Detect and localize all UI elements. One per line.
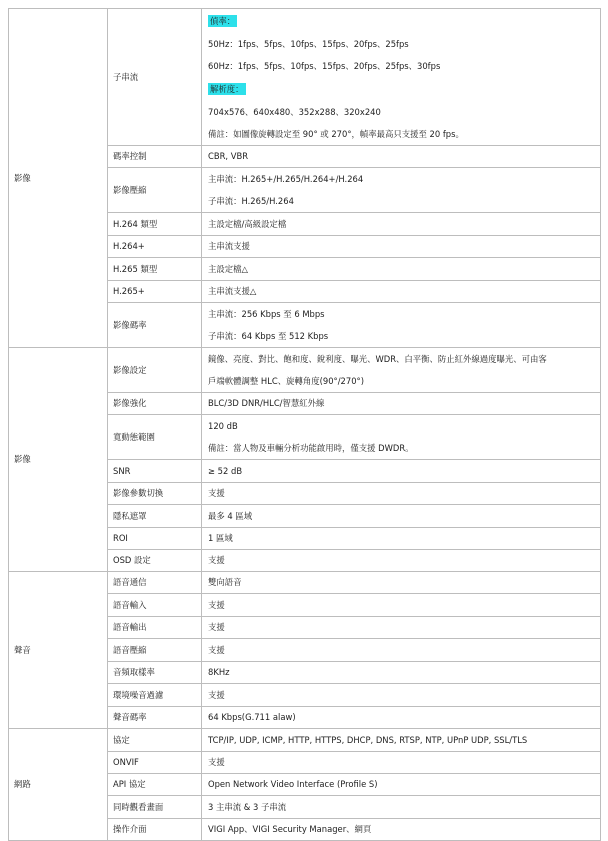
spec-label: 操作介面 <box>108 819 202 841</box>
category-cell: 聲音 <box>9 572 108 729</box>
spec-label: 音頻取樣率 <box>108 662 202 684</box>
spec-value-line <box>208 219 600 229</box>
value-text: 支援 <box>208 757 225 768</box>
value-text: TCP/IP, UDP, ICMP, HTTP, HTTPS, DHCP, DNS, RTSP, NTP, UPnP UDP, SSL/TLS <box>208 734 528 745</box>
spec-label: H.265+ <box>108 281 202 303</box>
spec-value-line <box>208 61 600 71</box>
spec-value <box>202 348 601 393</box>
spec-value-lines <box>208 9 600 145</box>
spec-value-line <box>208 129 600 139</box>
spec-value-line <box>208 735 600 745</box>
spec-value-line <box>208 398 600 408</box>
spec-value <box>202 729 601 752</box>
spec-value-line <box>208 533 600 543</box>
value-text: 8KHz <box>208 667 230 678</box>
spec-value-line <box>208 376 600 386</box>
spec-value-line <box>208 421 600 431</box>
spec-value <box>202 483 601 505</box>
spec-label: 語音輸入 <box>108 594 202 617</box>
spec-value-line <box>208 645 600 655</box>
spec-value <box>202 393 601 415</box>
value-text: 3 主串流 & 3 子串流 <box>208 801 287 812</box>
spec-value-line <box>208 331 600 341</box>
spec-label: 碼率控制 <box>108 146 202 168</box>
spec-value <box>202 146 601 168</box>
spec-value-line <box>208 354 600 364</box>
spec-value-line <box>208 622 600 632</box>
spec-value <box>202 415 601 460</box>
spec-value-lines <box>208 236 600 257</box>
spec-value-lines <box>208 662 600 683</box>
spec-value <box>202 168 601 213</box>
spec-label: H.264 類型 <box>108 213 202 236</box>
spec-value-lines <box>208 505 600 527</box>
spec-label: 影像壓縮 <box>108 168 202 213</box>
spec-value-lines <box>208 415 600 459</box>
spec-value-lines <box>208 684 600 706</box>
value-text: 1 區域 <box>208 533 233 544</box>
spec-value-line <box>208 779 600 789</box>
spec-value-lines <box>208 213 600 235</box>
spec-value-lines <box>208 617 600 638</box>
spec-value-lines <box>208 303 600 347</box>
spec-label: H.265 類型 <box>108 258 202 281</box>
spec-table-body <box>9 9 601 841</box>
value-text: 子串流：64 Kbps 至 512 Kbps <box>208 330 329 341</box>
spec-value <box>202 684 601 707</box>
category-cell: 影像 <box>9 348 108 572</box>
spec-value-line <box>208 15 600 27</box>
value-text: 雙向語音 <box>208 577 242 588</box>
value-text: 64 Kbps(G.711 alaw) <box>208 712 296 723</box>
value-text: 主串流支援 <box>208 241 250 252</box>
spec-row <box>9 9 601 146</box>
value-text: 主設定檔/高級設定檔 <box>208 218 287 229</box>
spec-value <box>202 617 601 639</box>
spec-value-lines <box>208 258 600 280</box>
spec-value-lines <box>208 528 600 549</box>
highlighted-heading: 解析度： <box>210 83 244 94</box>
spec-table <box>8 8 601 841</box>
spec-value-line <box>208 555 600 565</box>
spec-value-lines <box>208 707 600 728</box>
spec-value-lines <box>208 774 600 795</box>
value-text: 主設定檔△ <box>208 263 248 274</box>
spec-value-line <box>208 264 600 274</box>
spec-label: 影像碼率 <box>108 303 202 348</box>
spec-value-line <box>208 757 600 767</box>
spec-value <box>202 213 601 236</box>
spec-value-line <box>208 488 600 498</box>
value-text: 主串流支援△ <box>208 286 257 297</box>
spec-value-line <box>208 824 600 834</box>
value-text: 子串流：H.265/H.264 <box>208 195 294 206</box>
spec-label: SNR <box>108 460 202 483</box>
spec-label: 語音通信 <box>108 572 202 594</box>
spec-row <box>9 572 601 594</box>
value-text: 支援 <box>208 622 225 633</box>
spec-value-line <box>208 577 600 587</box>
value-text: 支援 <box>208 644 225 655</box>
spec-label: 子串流 <box>108 9 202 146</box>
spec-value-line <box>208 511 600 521</box>
spec-label: 環境噪音過濾 <box>108 684 202 707</box>
spec-value <box>202 303 601 348</box>
value-text: 支援 <box>208 488 225 499</box>
spec-value <box>202 528 601 550</box>
spec-value <box>202 236 601 258</box>
highlighted-heading: 偵率： <box>210 15 236 26</box>
spec-label: 協定 <box>108 729 202 752</box>
spec-value-line <box>208 600 600 610</box>
spec-row <box>9 348 601 393</box>
value-text: 戶端軟體調整 HLC、旋轉角度(90°/270°) <box>208 375 364 386</box>
value-text: 最多 4 區域 <box>208 510 253 521</box>
spec-label: 同時觀看畫面 <box>108 796 202 819</box>
spec-value <box>202 752 601 774</box>
spec-value-lines <box>208 281 600 302</box>
spec-value-lines <box>208 729 600 751</box>
value-text: 50Hz：1fps、5fps、10fps、15fps、20fps、25fps <box>208 38 409 49</box>
value-text: 支援 <box>208 555 225 566</box>
spec-value-line <box>208 309 600 319</box>
spec-value-lines <box>208 483 600 504</box>
spec-value-line <box>208 466 600 476</box>
spec-value <box>202 281 601 303</box>
spec-value-line <box>208 667 600 677</box>
value-text: 備註：如圖像旋轉設定至 90° 或 270°，幀率最高只支援至 20 fps。 <box>208 128 464 139</box>
value-text: 鏡像、亮度、對比、飽和度、銳利度、曝光、WDR、白平衡、防止紅外線過度曝光、可由客 <box>208 353 547 364</box>
spec-label: 語音壓縮 <box>108 639 202 662</box>
value-text: VIGI App、VIGI Security Manager、網頁 <box>208 824 372 835</box>
spec-label: 寬動態範圍 <box>108 415 202 460</box>
category-cell: 網路 <box>9 729 108 841</box>
spec-label: OSD 設定 <box>108 550 202 572</box>
spec-value-line <box>208 443 600 453</box>
spec-value <box>202 505 601 528</box>
spec-value <box>202 550 601 572</box>
value-text: Open Network Video Interface (Profile S) <box>208 779 378 790</box>
value-text: 支援 <box>208 689 225 700</box>
value-text: 支援 <box>208 599 225 610</box>
value-text: 備註：當人物及車輛分析功能啟用時，僅支援 DWDR。 <box>208 442 414 453</box>
spec-value-line <box>208 174 600 184</box>
spec-value-line <box>208 151 600 161</box>
spec-label: 隱私遮罩 <box>108 505 202 528</box>
spec-value-lines <box>208 348 600 392</box>
spec-value <box>202 572 601 594</box>
spec-value <box>202 662 601 684</box>
value-text: BLC/3D DNR/HLC/智慧紅外線 <box>208 398 325 409</box>
spec-value <box>202 9 601 146</box>
spec-value-lines <box>208 550 600 571</box>
spec-value-lines <box>208 752 600 773</box>
spec-label: 影像設定 <box>108 348 202 393</box>
spec-value-line <box>208 286 600 296</box>
spec-label: ONVIF <box>108 752 202 774</box>
spec-label: 影像強化 <box>108 393 202 415</box>
spec-value-line <box>208 241 600 251</box>
spec-value-line <box>208 802 600 812</box>
spec-label: 影像參數切換 <box>108 483 202 505</box>
spec-value-lines <box>208 796 600 818</box>
spec-label: 語音輸出 <box>108 617 202 639</box>
spec-value-line <box>208 196 600 206</box>
spec-label: H.264+ <box>108 236 202 258</box>
value-text: 120 dB <box>208 420 238 431</box>
spec-value <box>202 460 601 483</box>
category-cell: 影像 <box>9 9 108 348</box>
spec-value-line <box>208 107 600 117</box>
spec-value <box>202 258 601 281</box>
spec-value <box>202 774 601 796</box>
spec-label: API 協定 <box>108 774 202 796</box>
spec-value-lines <box>208 639 600 661</box>
spec-value-lines <box>208 393 600 414</box>
spec-value <box>202 639 601 662</box>
spec-value-lines <box>208 460 600 482</box>
spec-value-line <box>208 83 600 95</box>
value-text: 60Hz：1fps、5fps、10fps、15fps、20fps、25fps、30fps <box>208 60 441 71</box>
spec-value <box>202 707 601 729</box>
spec-label: 聲音碼率 <box>108 707 202 729</box>
spec-value-line <box>208 690 600 700</box>
spec-value-lines <box>208 594 600 616</box>
spec-label: ROI <box>108 528 202 550</box>
value-text: 主串流：256 Kbps 至 6 Mbps <box>208 308 325 319</box>
spec-value-lines <box>208 146 600 167</box>
spec-value-line <box>208 712 600 722</box>
spec-row <box>9 729 601 752</box>
spec-value-lines <box>208 572 600 593</box>
spec-value <box>202 796 601 819</box>
value-text: CBR, VBR <box>208 151 249 162</box>
value-text: 主串流：H.265+/H.265/H.264+/H.264 <box>208 173 364 184</box>
value-text: ≥ 52 dB <box>208 465 243 476</box>
value-text: 704x576、640x480、352x288、320x240 <box>208 106 381 117</box>
spec-value-line <box>208 39 600 49</box>
spec-value-lines <box>208 168 600 212</box>
spec-value <box>202 594 601 617</box>
